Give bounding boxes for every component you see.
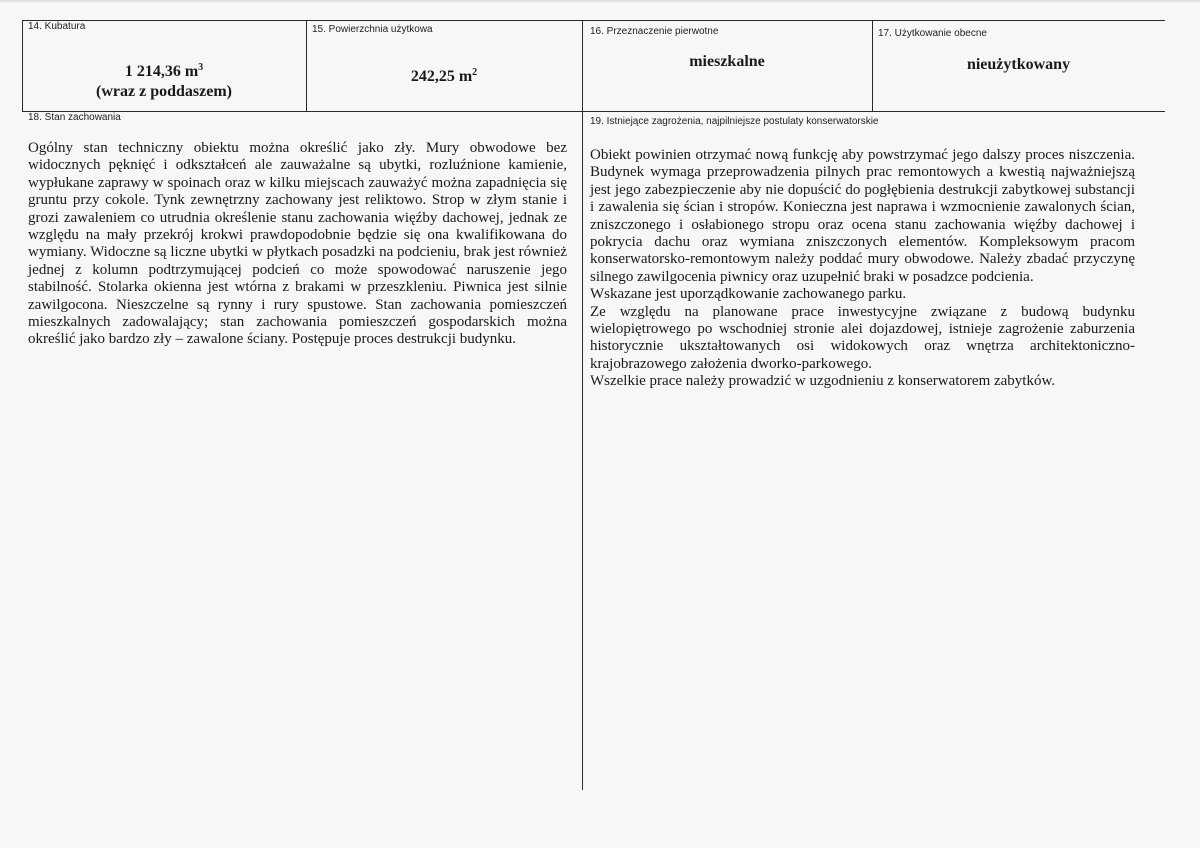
zagrozenia-paragraph: Obiekt powinien otrzymać nową funkcję aby powstrzymać jego dalszy proces niszczenia. Budynek wymaga przeprowadzenia pilnych prac remontowych a kwestią najważniejszą jest jego zabezpieczenie aby nie dopuścić do pogłębienia destrukcji zabytkowej substancji i zawalenia się ścian i stropów. Konieczna jest naprawa i wzmocnienie zawalonych ścian, zniszczonego i osłabionego stropu oraz ocena stanu zachowania więźby dachowej i pokrycia dachu oraz wymiana zniszczonych elementów. Kompleksowym pracom konserwatorsko-remontowym należy poddać mury obwodowe. Należy zbadać przyczynę silnego zawilgocenia piwnicy oraz uzupełnić braki w posadzce podcienia. [590, 147, 1135, 285]
column-divider-main [582, 20, 583, 790]
powierzchnia-value: 242,25 $m^2$ [410, 67, 478, 85]
table-border-top [22, 20, 1165, 21]
przeznaczenie-label: 16. Przeznaczenie pierwotne [590, 26, 719, 37]
zagrozenia-text [590, 147, 1135, 391]
kubatura-label: 14. Kubatura [28, 21, 86, 32]
stan-label: 18. Stan zachowania [28, 112, 121, 123]
scan-edge [0, 0, 1200, 3]
table-border-middle [22, 111, 1165, 112]
kubatura-note: (wraz z poddaszem) [96, 83, 232, 100]
uzytkowanie-value: nieużytkowany [966, 56, 1071, 73]
stan-text: Ogólny stan techniczny obiektu można określić jako zły. Mury obwodowe bez widocznych pęknięć i odkształceń ale zauważalne są ubytki, rozluźnione kamienie, wypłukane zaprawy w spoinach oraz w kilku miejscach zauważyć można zapadnięcia się gruntu przy cokole. Tynk zewnętrzny zachowany jest reliktowo. Strop w złym stanie i grozi zawaleniem co utrudnia określenie stanu zachowania więźby dachowej, jednak ze względu na mały przekrój krokwi prawdopodobnie będzie się ona kwalifikowana do wymiany. Widoczne są liczne ubytki w płytkach posadzki na podcieniu, brak jest również jednej z kolumn podtrzymującej podcień co może spowodować naruszenie jego stabilność. Stolarka okienna jest wtórna z brakami w przeszkleniu. Piwnica jest silnie zawilgocona. Nieszczelne są rynny i rury spustowe. Stan zachowania pomieszczeń mieszkalnych zadowalający; stan zachowania pomieszczeń gospodarskich można określić jako bardzo zły – zawalone ściany. Postępuje proces destrukcji budynku. [28, 140, 567, 348]
zagrozenia-label: 19. Istniejące zagrożenia, najpilniejsze postulaty konserwatorskie [590, 116, 879, 127]
powierzchnia-label: 15. Powierzchnia użytkowa [312, 24, 433, 35]
zagrozenia-paragraph: Wskazane jest uporządkowanie zachowanego parku. [590, 286, 907, 303]
zagrozenia-paragraph: Wszelkie prace należy prowadzić w uzgodnieniu z konserwatorem zabytków. [590, 373, 1056, 390]
kubatura-value: 1 214,36 $m^3$ (wraz z poddaszem) [96, 62, 232, 100]
zagrozenia-paragraph: Ze względu na planowane prace inwestycyjne związane z budową budynku wielopiętrowego po wschodniej stronie alei dojazdowej, istnieje zagrożenie zaburzenia historycznie ukształtowanych osi widokowych oraz wnętrza architektoniczno-krajobrazowego założenia dworko-parkowego. [590, 303, 1135, 372]
przeznaczenie-value: mieszkalne [689, 53, 765, 70]
uzytkowanie-label: 17. Użytkowanie obecne [878, 28, 987, 39]
